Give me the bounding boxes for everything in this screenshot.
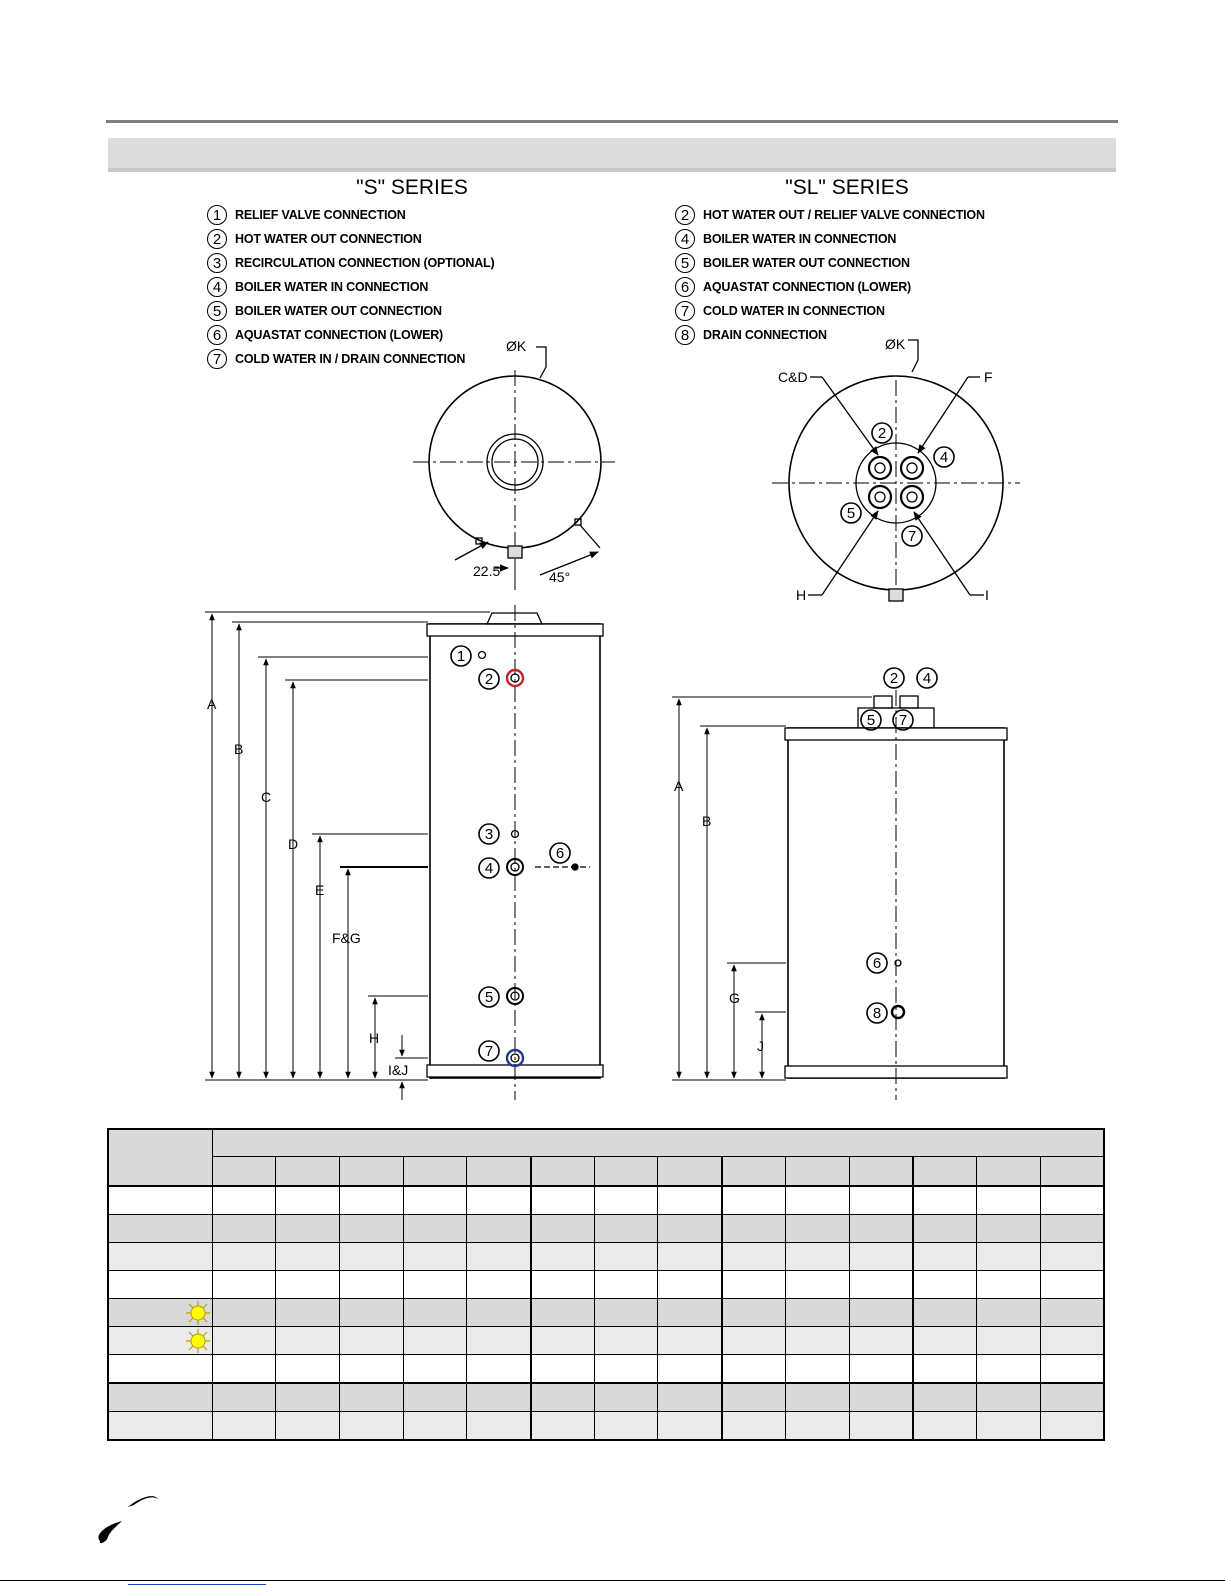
s-dim-label: E xyxy=(315,882,325,898)
marker-5-icon: 5 xyxy=(207,301,227,321)
marker-8-icon: 8 xyxy=(675,325,695,345)
sun-icon xyxy=(186,1329,210,1358)
legend-label: BOILER WATER OUT CONNECTION xyxy=(235,304,442,318)
marker-7-icon: 7 xyxy=(907,528,917,545)
marker-2-icon: 2 xyxy=(207,229,227,249)
sl-dim-label: I xyxy=(985,587,989,603)
s-angle-label: 45° xyxy=(549,569,571,585)
marker-4-icon: 4 xyxy=(207,277,227,297)
legend-label: RELIEF VALVE CONNECTION xyxy=(235,208,406,222)
marker-5-icon: 5 xyxy=(846,505,856,522)
legend-label: COLD WATER IN / DRAIN CONNECTION xyxy=(235,352,466,366)
s-top-view xyxy=(413,347,615,590)
s-dim-label: D xyxy=(288,836,299,852)
marker-2-icon: 2 xyxy=(484,671,494,688)
table-row xyxy=(108,1383,1104,1412)
s-angle-label: 22.5° xyxy=(473,563,506,579)
s-dim-label: H xyxy=(369,1030,380,1046)
table-row xyxy=(108,1355,1104,1384)
s-dimension-lines xyxy=(205,612,490,1100)
marker-4-icon: 4 xyxy=(939,449,949,466)
legend-label: HOT WATER OUT CONNECTION xyxy=(235,232,422,246)
sl-side-view xyxy=(785,690,1007,1100)
legend-label: HOT WATER OUT / RELIEF VALVE CONNECTION xyxy=(703,208,985,222)
marker-5-icon: 5 xyxy=(866,712,876,729)
marker-6-icon: 6 xyxy=(872,955,882,972)
s-dim-label: I&J xyxy=(388,1062,409,1078)
table-corner-cell xyxy=(108,1129,212,1186)
footer-rule xyxy=(0,1580,1225,1581)
table-row xyxy=(108,1186,1104,1215)
table-row xyxy=(108,1271,1104,1299)
marker-8-icon: 8 xyxy=(872,1005,882,1022)
marker-3-icon: 3 xyxy=(484,826,494,843)
brand-logo-icon xyxy=(88,1487,168,1547)
table-row xyxy=(108,1299,1104,1327)
s-side-view xyxy=(427,605,603,1100)
s-dim-label: B xyxy=(234,741,244,757)
marker-5-icon: 5 xyxy=(484,989,494,1006)
marker-7-icon: 7 xyxy=(898,712,908,729)
sl-dim-label: J xyxy=(757,1038,764,1054)
sun-cell xyxy=(108,1299,212,1327)
legend-label: BOILER WATER IN CONNECTION xyxy=(703,232,897,246)
legend-label: COLD WATER IN CONNECTION xyxy=(703,304,885,318)
table-row xyxy=(108,1327,1104,1355)
table-subheader-row xyxy=(108,1157,1104,1187)
sl-dim-label: F xyxy=(984,369,993,385)
marker-1-icon: 1 xyxy=(207,205,227,225)
marker-4-icon: 4 xyxy=(484,860,494,877)
legend-label: AQUASTAT CONNECTION (LOWER) xyxy=(703,280,912,294)
s-dim-label: F&G xyxy=(332,930,361,946)
legend-label: RECIRCULATION CONNECTION (OPTIONAL) xyxy=(235,256,495,270)
s-diameter-label: ØK xyxy=(506,338,527,354)
marker-7-icon: 7 xyxy=(207,349,227,369)
table-header-cell xyxy=(212,1129,1104,1157)
marker-2-icon: 2 xyxy=(877,425,887,442)
marker-3-icon: 3 xyxy=(207,253,227,273)
marker-2-icon: 2 xyxy=(889,670,899,687)
marker-7-icon: 7 xyxy=(675,301,695,321)
marker-4-icon: 4 xyxy=(675,229,695,249)
sl-series-title: "SL" SERIES xyxy=(785,176,909,199)
table-header-row xyxy=(108,1129,1104,1157)
sl-dim-label: A xyxy=(674,778,684,794)
marker-1-icon: 1 xyxy=(456,648,466,665)
marker-6-icon: 6 xyxy=(555,845,565,862)
table-row xyxy=(108,1243,1104,1271)
marker-4-icon: 4 xyxy=(922,670,932,687)
marker-5-icon: 5 xyxy=(675,253,695,273)
sl-dimension-lines xyxy=(672,697,872,1080)
s-dim-label: A xyxy=(207,696,217,712)
table-row xyxy=(108,1412,1104,1441)
legend-label: DRAIN CONNECTION xyxy=(703,328,827,342)
marker-2-icon: 2 xyxy=(675,205,695,225)
sl-dim-label: H xyxy=(796,587,807,603)
sun-cell xyxy=(108,1327,212,1355)
sl-dim-label: B xyxy=(702,813,712,829)
marker-6-icon: 6 xyxy=(207,325,227,345)
marker-6-icon: 6 xyxy=(675,277,695,297)
legend-label: BOILER WATER IN CONNECTION xyxy=(235,280,429,294)
dimensions-table xyxy=(107,1128,1105,1441)
s-dim-label: C xyxy=(261,789,272,805)
marker-7-icon: 7 xyxy=(484,1043,494,1060)
table-row xyxy=(108,1215,1104,1243)
sl-top-view xyxy=(772,340,1020,601)
sl-dim-label: G xyxy=(729,990,740,1006)
sl-dim-label: C&D xyxy=(778,369,808,385)
legend-label: BOILER WATER OUT CONNECTION xyxy=(703,256,910,270)
sl-diameter-label: ØK xyxy=(885,336,906,352)
legend-label: AQUASTAT CONNECTION (LOWER) xyxy=(235,328,444,342)
s-series-title: "S" SERIES xyxy=(356,176,468,199)
